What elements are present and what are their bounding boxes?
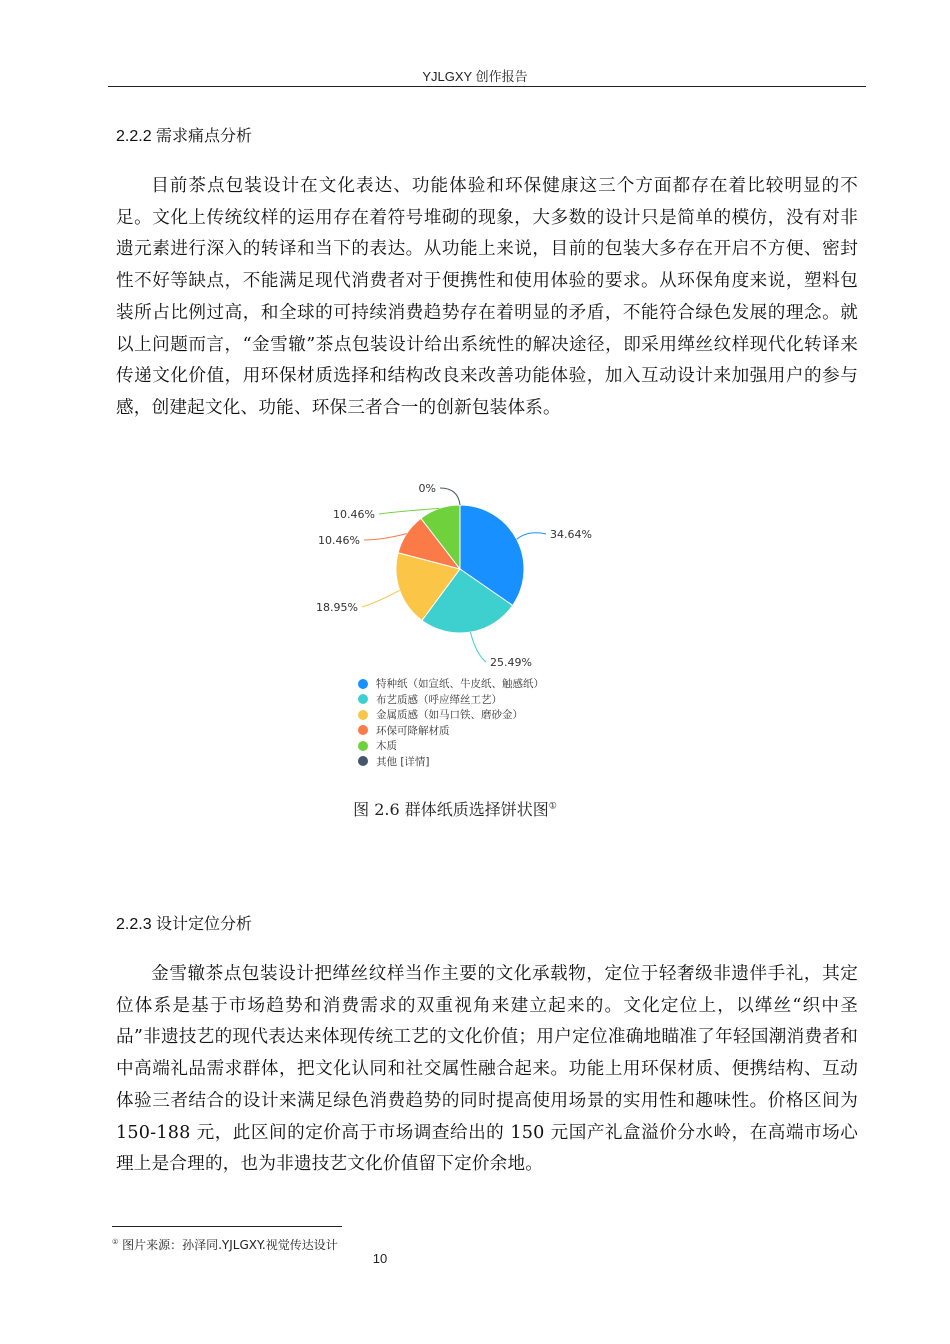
figure-caption: [0, 797, 910, 820]
pie-value-label: 25.49%: [490, 656, 532, 669]
figure-caption-text: 图 2.6 群体纸质选择饼状图: [353, 800, 549, 819]
legend-dot: [358, 725, 368, 735]
legend-label: 木质: [376, 740, 397, 753]
legend-dot: [358, 694, 368, 704]
page-number: 10: [372, 1251, 388, 1266]
footnote-mark: ①: [112, 1238, 119, 1246]
header-title: YJLGXY 创作报告: [422, 69, 528, 84]
footnote-rule: [112, 1226, 342, 1227]
figure-note-mark: ①: [548, 801, 557, 812]
legend-label: 金属质感（如马口铁、磨砂金）: [376, 709, 523, 722]
pie-value-label: 10.46%: [333, 508, 375, 521]
legend-label: 布艺质感（呼应缂丝工艺）: [376, 693, 502, 706]
header-rule: [108, 86, 866, 87]
section-paragraph-2-2-2: 目前茶点包装设计在文化表达、功能体验和环保健康这三个方面都存在着比较明显的不足。文化上传统纹样的运用存在着符号堆砌的现象，大多数的设计只是简单的模仿，没有对非遗元素进行深入的转译和当下的表达。从功能上来说，目前的包装大多存在开启不方便、密封性不好等缺点，不能满足现代消费者对于便携性和使用体验的要求。从环保角度来说，塑料包装所占比例过高，和全球的可持续消费趋势存在着明显的矛盾，不能符合绿色发展的理念。就以上问题而言，“金雪辙”茶点包装设计给出系统性的解决途径，即采用缂丝纹样现代化转译来传递文化价值，用环保材质选择和结构改良来改善功能体验，加入互动设计来加强用户的参与感，创建起文化、功能、环保三者合一的创新包装体系。: [116, 176, 858, 418]
footnote-text: 图片来源：孙泽同.YJLGXY.视觉传达设计: [122, 1238, 338, 1252]
pie-value-label: 18.95%: [316, 601, 358, 614]
pie-leader-line: [362, 590, 400, 607]
pie-leader-line: [470, 632, 486, 662]
legend-item: [358, 723, 544, 739]
pie-value-label: 0%: [418, 482, 436, 495]
pie-svg: [300, 476, 620, 676]
section-heading-2-2-3: 2.2.3 设计定位分析: [116, 916, 253, 933]
legend-label: 其他 [详情]: [376, 755, 430, 768]
legend-dot: [358, 756, 368, 766]
pie-leader-line: [440, 488, 460, 505]
legend-item: [358, 692, 544, 708]
section-heading-2-2-2: 2.2.2 需求痛点分析: [116, 128, 253, 145]
legend-item: [358, 707, 544, 723]
legend-dot: [358, 741, 368, 751]
legend-item: [358, 676, 544, 692]
pie-leader-line: [517, 533, 546, 540]
chart-legend: [358, 676, 544, 769]
legend-dot: [358, 679, 368, 689]
legend-label: 环保可降解材质: [376, 724, 450, 737]
pie-value-label: 34.64%: [550, 528, 592, 541]
pie-value-label: 10.46%: [318, 534, 360, 547]
legend-dot: [358, 710, 368, 720]
pie-leader-line: [364, 534, 407, 540]
section-paragraph-2-2-3: 金雪辙茶点包装设计把缂丝纹样当作主要的文化承载物，定位于轻奢级非遗伴手礼，其定位体系是基于市场趋势和消费需求的双重视角来建立起来的。文化定位上，以缂丝“织中圣品”非遗技艺的现代表达来体现传统工艺的文化价值；用户定位准确地瞄准了年轻国潮消费者和中高端礼品需求群体，把文化认同和社交属性融合起来。功能上用环保材质、便携结构、互动体验三者结合的设计来满足绿色消费趋势的同时提高使用场景的实用性和趣味性。价格区间为 150-188 元，此区间的定价高于市场调查给出的 150 元国产礼盒溢价分水岭，在高端市场心理上是合理的，也为非遗技艺文化价值留下定价余地。: [116, 964, 858, 1175]
legend-item: [358, 738, 544, 754]
legend-item: [358, 754, 544, 770]
legend-label: 特种纸（如宣纸、牛皮纸、触感纸）: [376, 678, 544, 691]
